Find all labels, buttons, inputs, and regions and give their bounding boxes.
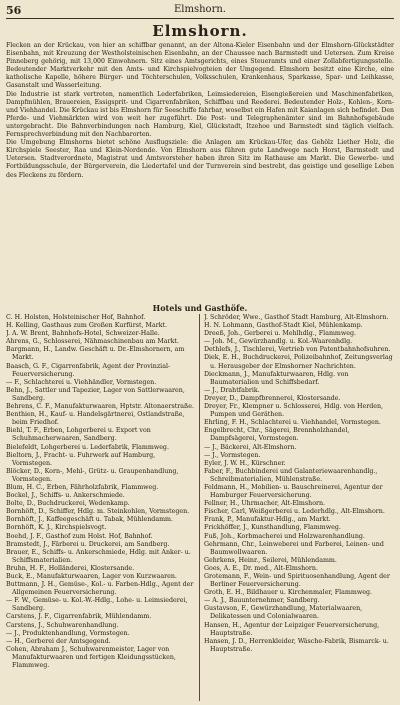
directory-entry: — J., Bäckerei, Alt-Elmshorn. [204, 443, 297, 451]
directory-entry: J. A. W. Brent, Bahnhofs-Hotel, Schweizer-Halle. [6, 330, 160, 338]
directory-entry: H. N. Lohmann, Gasthof-Stadt Kiel, Mühlenkamp. [204, 322, 363, 330]
directory-entry: Dreyer, D., Dampfbrennerei, Klostersande. [204, 394, 341, 402]
directory-entry: Fellner, H., Uhrmacher, Alt-Elmshorn. [204, 500, 326, 508]
directory-entry: — A. J., Bauunternehmer, Sandberg. [204, 597, 320, 605]
directory-entry: Blum, H. C., Erben, Fährholzfabrik, Flammweg. [6, 483, 159, 491]
directory-entry: Buck, E., Manufakturwaaren, Lager von Kurzwaaren. [6, 573, 177, 580]
directory-entry: C. H. Holsten, Holsteinischer Hof, Bahnhof. [6, 314, 146, 321]
directory-entry: Dreyer, Fr., Klempner u. Schlosserei, Hdlg. von Herden, Pumpen und Geräthen. [204, 403, 384, 419]
directory-entry: — J., Vormstegen. [204, 451, 261, 459]
page-title: Elmshorn. [152, 22, 248, 40]
column-divider [199, 314, 200, 701]
directory-entry: Carstens, J. F., Cigarrenfabrik, Mühlendamm. [6, 613, 152, 621]
directory-entry: Dreeß, Joh., Gerberei u. Mehlhdlg., Flammweg. [204, 330, 357, 338]
directory-entry: — J., Drahtfabrik. [204, 386, 260, 394]
directory-entry: Carstens, J., Schuhwarenhandlung. [6, 621, 119, 629]
directory-entry: Bramstedt, J., Färberei u. Druckerei, am Sandberg. [6, 540, 170, 548]
directory-entry: Bornhöft, D., Schiffer, Hdlg. m. Steinkohlen, Vormstegen. [6, 508, 190, 516]
directory-entry: Behn, J., Sattler und Tapezier, Lager von Sattlerwaaren, Sandberg. [6, 386, 185, 402]
directory-entry: Bolte, D., Buchdruckerei, Wedenkamp. [6, 500, 130, 508]
directory-entry: Blöcker, D., Korn-, Mehl-, Grütz- u. Graupenhandlung, Vormstegen. [6, 467, 179, 483]
directory-entry: Bruhn, H. F., Holländerei, Klostersande. [6, 564, 135, 572]
intro-text [6, 42, 394, 302]
directory-entry: Engelbrecht, Chr., Sägerei, Brennholzhandel, Dampfsägerei, Vormstegen. [204, 427, 350, 443]
page-number: 56 [6, 4, 22, 17]
directory-entry: Eyler, J. W. H., Kürschner. [204, 459, 286, 467]
directory-entry: J. Schröder, Wwe., Gasthof Stadt Hamburg, Alt-Elmshorn. [204, 314, 389, 321]
intro-paragraph: Die Industrie ist stark vertreten, namentlich Lederfabriken, Leimsiedereien, Eisengießereien und Maschinenfabriken, Dampfmühlen, Brauereien, Essigsprit- und Cigarrenfabriken, Schiffbau und Reederei. Bedeutender Holz-, Kohlen-, Korn- und Viehhandel. Die Krückau ist bis Elmshorn für Seeschiffe fahrbar, woselbst ein Hafen mit Kaianlagen sich befindet. Den Pferde- und Viehmärkten wird von weit her zugeführt. Die Post- und Telegraphenämter sind im Bahnhofsgebäude untergebracht. Die Bahnverbindungen nach Hamburg, Kiel, Glückstadt, Itzehoe und Barmstedt sind täglich vielfach. Fernsprechverbindung mit den Nachbarorten. [6, 90, 394, 139]
directory-entry: Frank, P., Manufaktur-Hdlg., am Markt. [204, 516, 331, 524]
directory-entry: Cohen, Abraham J., Schuhwarenmeister, Lager von Manufakturwaaren und fertigen Kleidungsstücken, Flammweg. [6, 645, 176, 670]
left-column [6, 314, 196, 701]
directory-entry: Benthien, H., Kauf- u. Handelsgärtnerei, Ostlandstraße, beim Friedhof. [6, 411, 185, 427]
directory-entry: Dethlefs, J., Tischlerei, Vertrieb von Patentbahnhofsuhren. [204, 346, 391, 354]
directory-entry: Gustavson, F., Gewürzhandlung, Materialwaaren, Delikatessen und Colonialwaaren. [204, 605, 363, 621]
header-rule [6, 18, 394, 19]
directory-entry: Frickhöffer, J., Kunsthandlung, Flammweg. [204, 524, 341, 532]
directory-entry: Brauer, E., Schiffs- u. Ankerschmiede, Hdlg. mit Anker- u. Schiffsmaterialien. [6, 548, 191, 564]
directory-entry: Biehl, T. F., Erben, Lohgerberei u. Export von Schuhmacherwaaren, Sandberg. [6, 427, 151, 443]
directory-entry: Hansen, J. D., Herrenkleider, Wäsche-Fabrik, Bismarck- u. Hauptstraße. [204, 637, 389, 653]
directory-entry: Bockel, J., Schiffs- u. Ankerschmiede. [6, 492, 125, 500]
directory-entry: Ehrling, F. H., Schlachterei u. Viehhandel, Vormstegen. [204, 419, 381, 427]
directory-entry: Bornhöft, K. J., Kirchspielsvogt. [6, 524, 107, 532]
section-heading: Hotels und Gasthöfe. [152, 303, 248, 313]
directory-entry: — J., Produktenhandlung, Vormstegen. [6, 629, 130, 637]
intro-paragraph: Flecken an der Krückau, von hier an schiffbar genannt, an der Altona-Kieler Eisenbahn und der Elmshorn-Glückstädter Eisenbahn, mit Kreuzung der Westholsteinischen Eisenbahn, an der Chaussee nach Barmstedt und Uetersen. Zum Kreise Pinneberg gehörig, mit 13,000 Einwohnern. Sitz eines Amtsgerichts, eines Steueramts und einer Zollabfertigungsstelle. Bedeutender Marktverkehr mit den Amts- und Kirchspielvogteien der Umgegend. Elmshorn besitzt eine Kirche, eine katholische Kapelle, höhere Bürger- und Töchterschulen, Volksschulen, Krankenhaus, Sparkasse, Spar- und Leihkasse, Gasanstalt und Wasserleitung. [6, 42, 394, 90]
directory-entry: Boehd, J. F., Gasthof zum Holst. Hof, Bahnhof. [6, 532, 153, 540]
directory-entry: Bielefeldt, Lohgerberei u. Lederfabrik, Flammweg. [6, 443, 169, 451]
directory-entry: Hansen, H., Agentur der Leipziger Feuerversicherung, Hauptstraße. [204, 621, 380, 637]
directory-entry: — Joh. M., Gewürzhandlg. u. Kol.-Waarenhdlg. [204, 338, 353, 346]
directory-entry: Grotemann, F., Wein- und Spirituosenhandlung, Agent der Berliner Feuerversicherung. [204, 573, 390, 589]
directory-entry: — F., Schlachterei u. Viehhändler, Vormstegen. [6, 378, 157, 386]
directory-entry: Gehrmann, Chr., Leinweberei und Farberei, Leinen- und Baumwollwaaren. [204, 540, 384, 556]
directory-entry: Groth, E. H., Bildhauer u. Kirchenmaler, Flammweg. [204, 589, 372, 597]
directory-entry: — H., Gerberei der Amtsgegend. [6, 637, 111, 645]
running-head: Elmshorn. [174, 4, 226, 15]
directory-entry: Feldmann, H., Mobilien- u. Bauschreinerei, Agentur der Hamburger Feuerversicherung. [204, 483, 383, 500]
page-header [6, 4, 394, 18]
directory-entry: Bargmann, H., Landw. Geschäft u. Dr.-Elmshornern, am Markt. [6, 346, 185, 362]
directory-entry: Fuß, Joh., Korbmacherei und Holzwarenhandlung. [204, 532, 365, 540]
directory-entry: Goes, A. E., Dr. med., Alt-Elmshorn. [204, 564, 318, 572]
directory-entry: Bieltorn, J., Fracht- u. Fuhrwerk auf Hamburg, Vormstegen. [6, 451, 156, 467]
directory-columns [6, 314, 394, 701]
directory-entry: — F. W., Gemüse- u. Kol.-W.-Hdlg., Lohe- u. Leimsiederei, Sandberg. [6, 597, 188, 613]
directory-entry: Buttmann, J. H., Gemüse-, Kol.- u. Farben-Hdlg., Agent der Allgemeinen Feuerversicherung. [6, 581, 194, 597]
directory-entry: Baasch, G. F., Cigarrenfabrik, Agent der Provinzial-Feuerversicherung. [6, 362, 171, 378]
directory-entry: Diek, E. H., Buchdruckerei, Polizeibahnhof, Zeitungsverlag u. Herausgeber der Elmshorner Nachrichten. [204, 354, 393, 370]
right-column [204, 314, 394, 701]
directory-entry: Fischer, Carl, Weißgerberei u. Lederhdlg., Alt-Elmshorn. [204, 508, 385, 516]
directory-entry: Ahrens, G., Schlosserei, Nähmaschinenbau am Markt. [6, 338, 179, 346]
intro-paragraph: Die Umgebung Elmshorns bietet schöne Ausflugsziele: die Anlagen am Krückau-Ufer, das Gehölz Liether Holz, die Kirchspiele Seester, Raa und Klein-Nordende. Von Elmshorn aus führen gute Landwege nach Horst, Barmstedt und Uetersen. Stadtverordnete, Magistrat und Amtsvorsteher haben ihren Sitz im Rathause am Markt. Die Gewerbe- und Fortbildungsschule, der Bürgerverein, die Liedertafel und der Turnverein sind bestrebt, das geistige und gesellige Leben des Fleckens zu fördern. [6, 139, 394, 179]
directory-entry: Faber, F., Buchbinderei und Galanteriewaarenhandlg., Schreibmaterialien, Mühlenstraße. [204, 467, 378, 483]
directory-entry: H. Kelling, Gasthaus zum Großen Kurfürst, Markt. [6, 322, 168, 330]
directory-entry: Dieckmann, J., Manufakturwaaren, Hdlg. von Baumaterialien und Schiffsbedarf. [204, 370, 349, 386]
directory-entry: Behrens, C. F., Manufakturwaaren, Hptstr. Altonaerstraße. [6, 403, 194, 411]
directory-entry: Bornhöft, J., Kaffeegeschäft u. Tabak, Mühlendamm. [6, 516, 174, 524]
directory-entry: Gehrkens, Heinr., Seilerei, Mühlendamm. [204, 556, 337, 564]
